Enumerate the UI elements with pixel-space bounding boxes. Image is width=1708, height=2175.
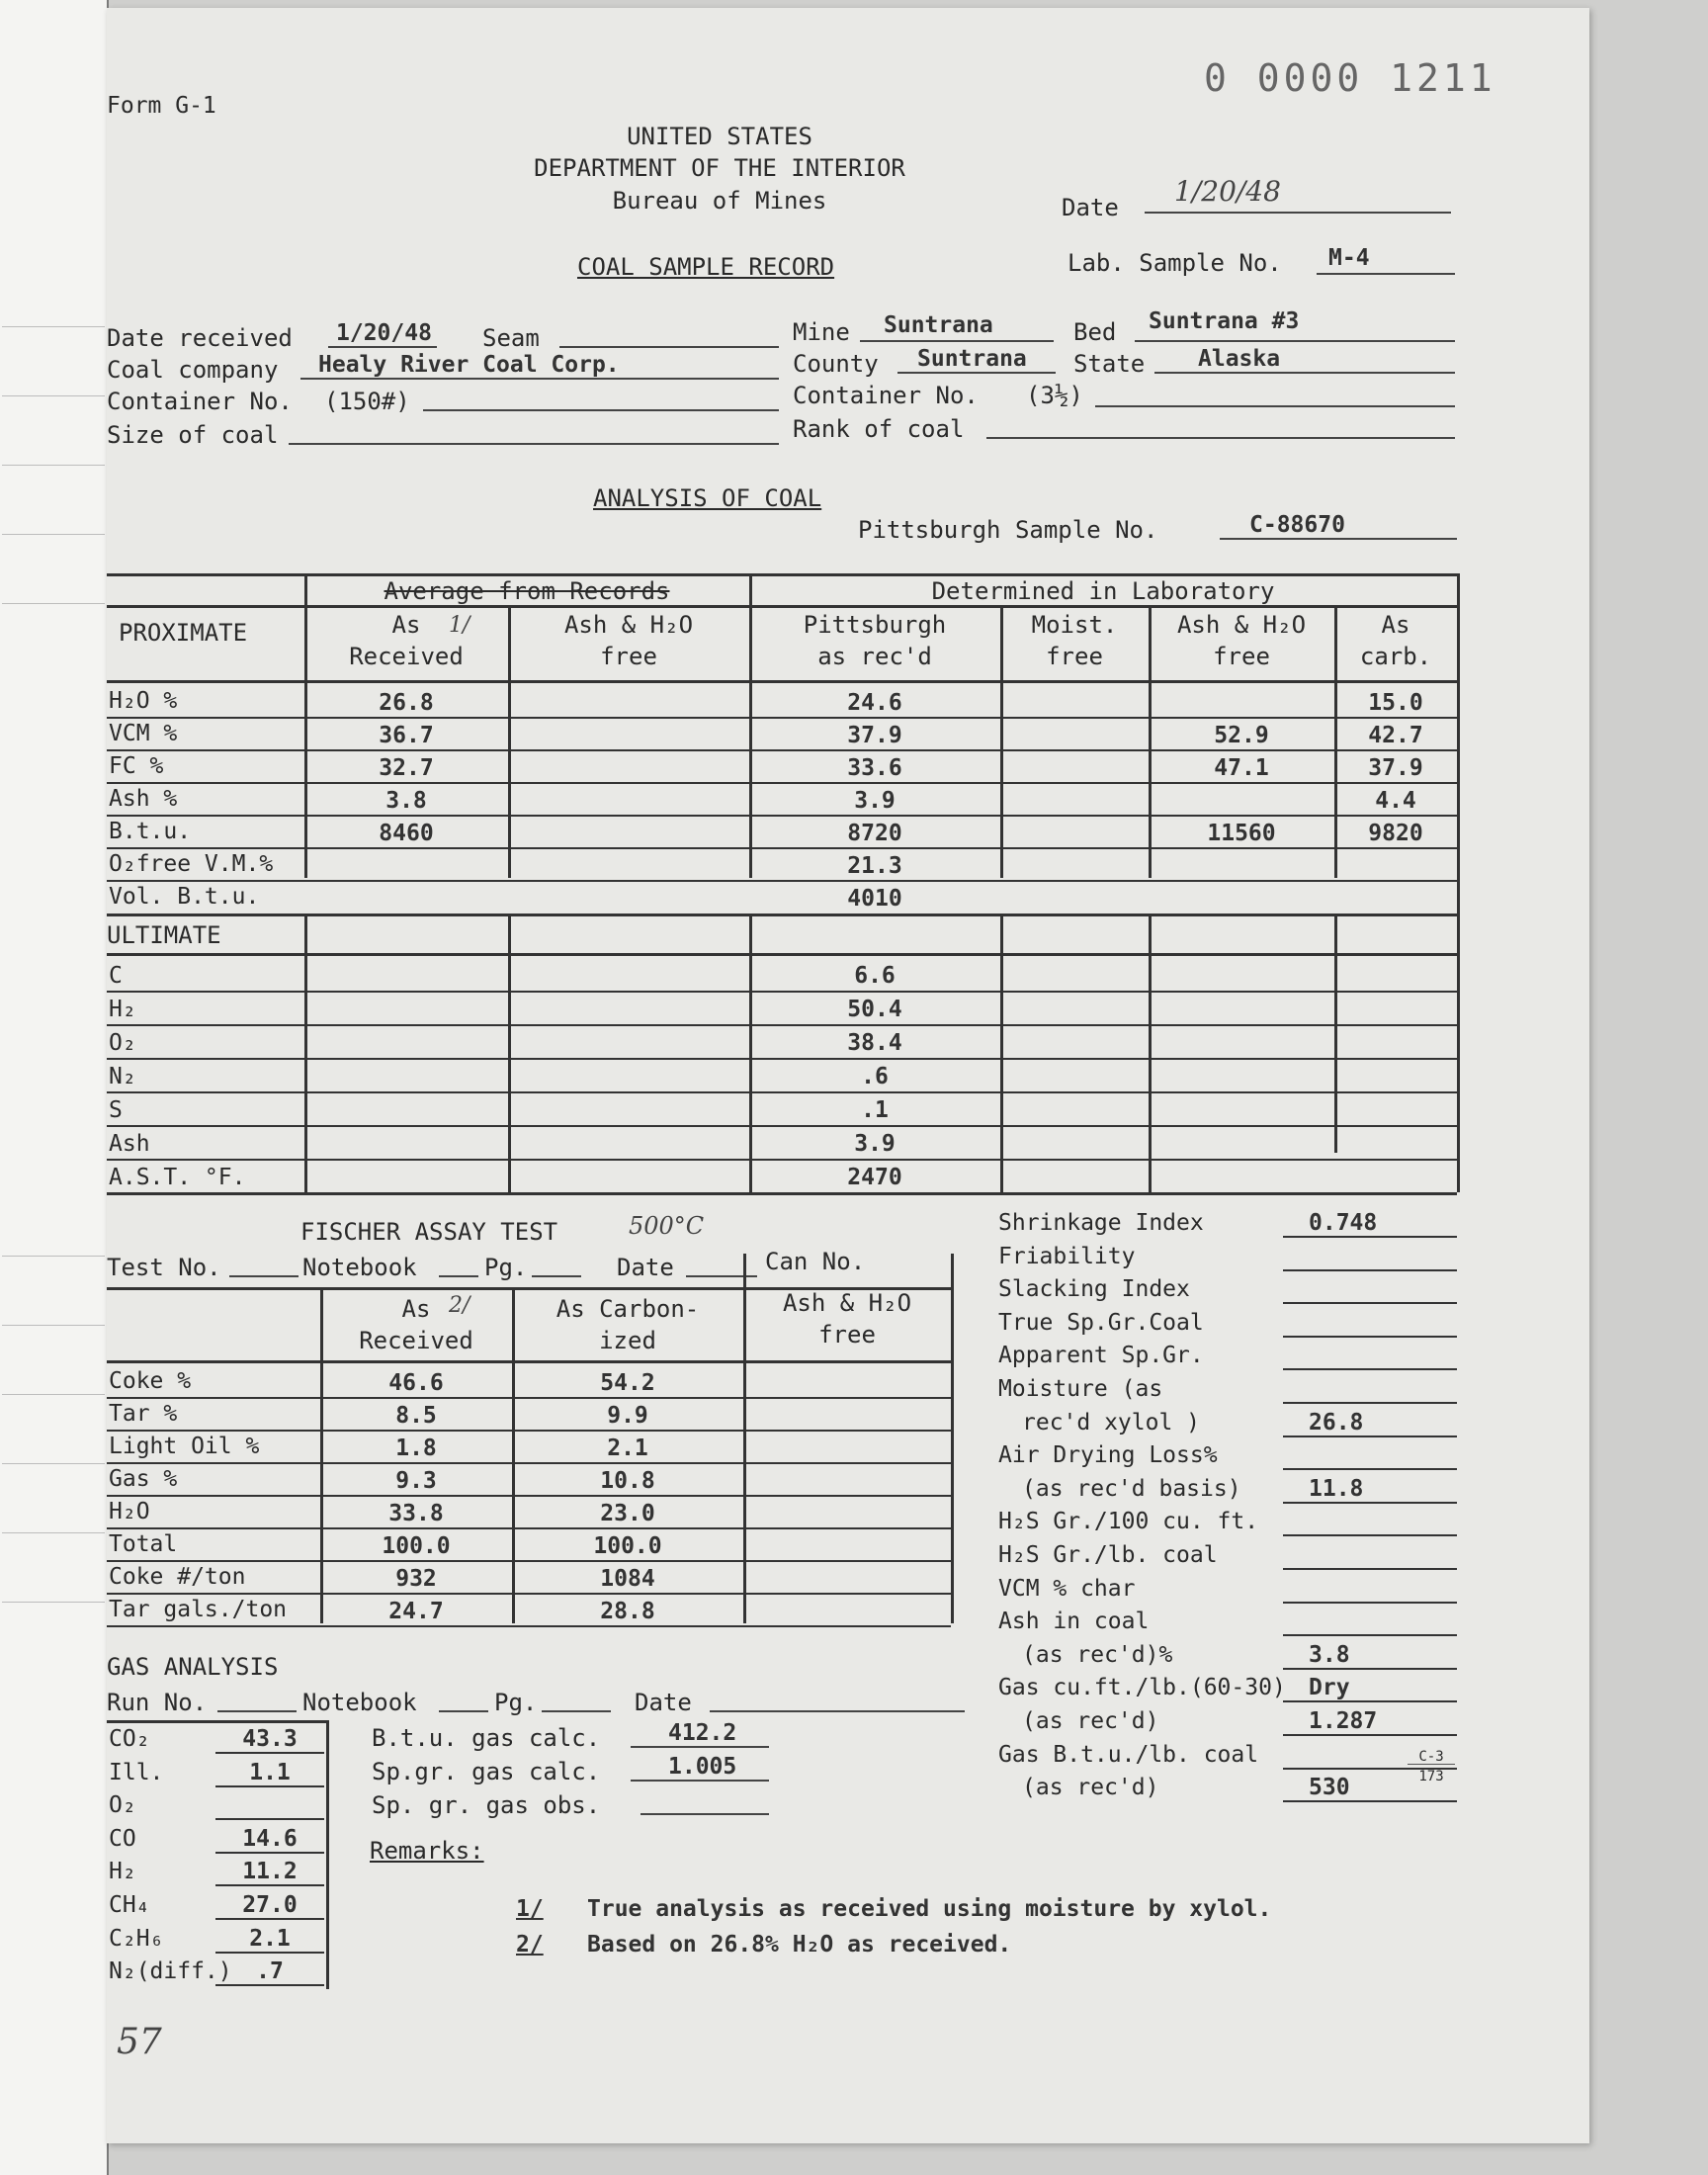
date-label: Date bbox=[1062, 194, 1119, 221]
proximate-row-label: FC % bbox=[109, 753, 164, 779]
gas-component-label: CO bbox=[109, 1826, 136, 1852]
pittsburgh-sample-value: C-88670 bbox=[1249, 512, 1345, 538]
lab-property-label: Gas B.t.u./lb. coal bbox=[998, 1742, 1259, 1768]
fischer-row-label: Tar gals./ton bbox=[109, 1597, 288, 1622]
lab-property-label: H₂S Gr./lb. coal bbox=[998, 1542, 1218, 1568]
proximate-ash-h2o-free-lab: 47.1 bbox=[1214, 755, 1269, 781]
lab-sample-label: Lab. Sample No. bbox=[1068, 249, 1282, 277]
fischer-col-rec-line2: Received bbox=[359, 1327, 473, 1354]
fischer-as-carbonized: 1084 bbox=[600, 1566, 655, 1592]
proximate-row-label: O₂free V.M.% bbox=[109, 851, 274, 877]
gas-component-value: 1.1 bbox=[249, 1760, 291, 1785]
proximate-row-label: Ash % bbox=[109, 786, 178, 812]
proximate-pittsburgh: 21.3 bbox=[847, 853, 902, 879]
state-label: State bbox=[1073, 350, 1146, 378]
proximate-pittsburgh: 37.9 bbox=[847, 723, 902, 748]
date-value: 1/20/48 bbox=[1174, 175, 1281, 208]
coal-sample-record-form bbox=[107, 8, 1589, 2143]
lab-property-value: 11.8 bbox=[1309, 1476, 1364, 1502]
fischer-date-label: Date bbox=[617, 1254, 674, 1281]
ultimate-row-label: Ash bbox=[109, 1131, 150, 1157]
col-pittsburgh-line2: as rec'd bbox=[817, 643, 932, 670]
gas-component-value: 11.2 bbox=[242, 1859, 298, 1884]
pittsburgh-sample-label: Pittsburgh Sample No. bbox=[858, 516, 1158, 544]
rank-of-coal-label: Rank of coal bbox=[793, 415, 965, 443]
lab-property-value: 0.748 bbox=[1309, 1210, 1378, 1236]
proximate-as-received: 36.7 bbox=[379, 723, 434, 748]
fischer-row-label: Tar % bbox=[109, 1401, 178, 1427]
ultimate-row-label: H₂ bbox=[109, 997, 136, 1022]
ultimate-pittsburgh: 2470 bbox=[847, 1165, 902, 1190]
col-proximate: PROXIMATE bbox=[119, 619, 248, 647]
lab-property-label: Air Drying Loss% bbox=[998, 1442, 1218, 1468]
col-ash-h2o-free-lab-line1: Ash & H₂O bbox=[1176, 611, 1307, 639]
proximate-pittsburgh: 33.6 bbox=[847, 755, 902, 781]
container-no-right-value: (3½) bbox=[1026, 382, 1083, 409]
fischer-as-carbonized: 28.8 bbox=[600, 1599, 655, 1624]
lab-property-value: 530 bbox=[1309, 1775, 1350, 1800]
spgr-gas-obs-label: Sp. gr. gas obs. bbox=[372, 1791, 601, 1819]
gas-title: GAS ANALYSIS bbox=[107, 1653, 279, 1681]
gas-component-label: CH₄ bbox=[109, 1892, 150, 1918]
document-stamp-number: 0 0000 1211 bbox=[1204, 56, 1496, 100]
proximate-ash-h2o-free-lab: 11560 bbox=[1207, 821, 1276, 846]
corner-code-top: C-3 bbox=[1408, 1750, 1455, 1765]
lab-property-label: Friability bbox=[998, 1244, 1136, 1269]
county-value: Suntrana bbox=[917, 346, 1027, 372]
fischer-col-rec-line1: As bbox=[401, 1295, 431, 1323]
lab-property-label: (as rec'd) bbox=[1022, 1708, 1159, 1734]
lab-property-value: 1.287 bbox=[1309, 1708, 1378, 1734]
fischer-as-received: 24.7 bbox=[388, 1599, 444, 1624]
col-pittsburgh-line1: Pittsburgh bbox=[803, 611, 947, 639]
fischer-row-label: Coke % bbox=[109, 1368, 192, 1394]
ultimate-pittsburgh: .1 bbox=[861, 1097, 889, 1123]
container-no-right-label: Container No. bbox=[793, 382, 979, 409]
lab-property-label: Slacking Index bbox=[998, 1276, 1190, 1302]
ultimate-row-label: A.S.T. °F. bbox=[109, 1165, 246, 1190]
coal-company-label: Coal company bbox=[107, 356, 279, 384]
col-as-received-note: 1/ bbox=[449, 613, 470, 638]
record-title: COAL SAMPLE RECORD bbox=[577, 253, 835, 281]
col-ash-h2o-free-lab-line2: free bbox=[1213, 643, 1270, 670]
proximate-row-label: Vol. B.t.u. bbox=[109, 884, 260, 910]
proximate-pittsburgh: 3.9 bbox=[854, 788, 896, 814]
fischer-as-received: 8.5 bbox=[395, 1403, 437, 1429]
lab-property-label: Moisture (as bbox=[998, 1376, 1163, 1402]
lab-property-label: VCM % char bbox=[998, 1576, 1136, 1602]
fischer-row-label: Light Oil % bbox=[109, 1434, 260, 1459]
proximate-pittsburgh: 4010 bbox=[847, 886, 902, 912]
col-moist-free-line2: free bbox=[1046, 643, 1103, 670]
ultimate-pittsburgh: 38.4 bbox=[847, 1030, 902, 1056]
fischer-col-carb-line1: As Carbon- bbox=[555, 1295, 700, 1323]
proximate-pittsburgh: 24.6 bbox=[847, 690, 902, 716]
ultimate-pittsburgh: 3.9 bbox=[854, 1131, 896, 1157]
fischer-col-ahf-line2: free bbox=[818, 1321, 876, 1348]
lab-property-value: 3.8 bbox=[1309, 1642, 1350, 1668]
ultimate-row-label: C bbox=[109, 963, 123, 989]
date-received-label: Date received bbox=[107, 324, 293, 352]
lab-property-label: Apparent Sp.Gr. bbox=[998, 1343, 1204, 1368]
lab-property-value: 26.8 bbox=[1309, 1410, 1364, 1436]
gas-pg-label: Pg. bbox=[494, 1689, 538, 1716]
spgr-gas-calc-value: 1.005 bbox=[668, 1754, 737, 1780]
remark-1-text: True analysis as received using moisture by xylol. bbox=[587, 1896, 1272, 1922]
seam-label: Seam bbox=[482, 324, 540, 352]
gas-component-value: 14.6 bbox=[242, 1826, 298, 1852]
lab-property-value: Dry bbox=[1309, 1675, 1350, 1700]
proximate-as-received: 3.8 bbox=[385, 788, 427, 814]
fischer-as-carbonized: 2.1 bbox=[607, 1436, 648, 1461]
gas-component-value: 27.0 bbox=[242, 1892, 298, 1918]
underlying-page-edge bbox=[0, 0, 109, 2175]
remark-1-mark: 1/ bbox=[516, 1896, 544, 1922]
analysis-title: ANALYSIS OF COAL bbox=[593, 484, 822, 512]
fischer-as-received: 46.6 bbox=[388, 1370, 444, 1396]
bed-value: Suntrana #3 bbox=[1149, 308, 1300, 334]
fischer-as-carbonized: 23.0 bbox=[600, 1501, 655, 1526]
header-line-2: DEPARTMENT OF THE INTERIOR bbox=[534, 154, 905, 182]
proximate-as-carb: 37.9 bbox=[1368, 755, 1423, 781]
header-line-1: UNITED STATES bbox=[627, 123, 812, 150]
fischer-col-carb-line2: ized bbox=[599, 1327, 656, 1354]
mine-value: Suntrana bbox=[884, 312, 993, 338]
proximate-as-received: 32.7 bbox=[379, 755, 434, 781]
lab-sample-value: M-4 bbox=[1328, 245, 1370, 271]
bed-label: Bed bbox=[1073, 318, 1117, 346]
gas-component-label: Ill. bbox=[109, 1760, 164, 1785]
fischer-as-received: 1.8 bbox=[395, 1436, 437, 1461]
fischer-as-carbonized: 10.8 bbox=[600, 1468, 655, 1494]
fischer-as-received: 932 bbox=[395, 1566, 437, 1592]
ultimate-label: ULTIMATE bbox=[107, 921, 221, 949]
col-as-carb-line2: carb. bbox=[1359, 643, 1432, 670]
proximate-as-received: 8460 bbox=[379, 821, 434, 846]
col-as-carb-line1: As bbox=[1381, 611, 1410, 639]
gas-component-value: 43.3 bbox=[242, 1726, 298, 1752]
lab-property-label: Shrinkage Index bbox=[998, 1210, 1204, 1236]
fischer-as-carbonized: 9.9 bbox=[607, 1403, 648, 1429]
fischer-title: FISCHER ASSAY TEST bbox=[300, 1218, 558, 1246]
form-id: Form G-1 bbox=[107, 93, 216, 119]
btu-gas-calc-label: B.t.u. gas calc. bbox=[372, 1724, 601, 1752]
lab-property-label: (as rec'd) bbox=[1022, 1775, 1159, 1800]
lab-property-label: rec'd xylol ) bbox=[1022, 1410, 1201, 1436]
gas-notebook-label: Notebook bbox=[302, 1689, 417, 1716]
container-no-left-value: (150#) bbox=[324, 388, 410, 415]
state-value: Alaska bbox=[1198, 346, 1281, 372]
ultimate-pittsburgh: 50.4 bbox=[847, 997, 902, 1022]
fischer-can-no-label: Can No. bbox=[765, 1248, 866, 1275]
gas-run-no-label: Run No. bbox=[107, 1689, 208, 1716]
gas-component-label: C₂H₆ bbox=[109, 1926, 164, 1952]
gas-component-label: H₂ bbox=[109, 1859, 136, 1884]
fischer-col-rec-note: 2/ bbox=[449, 1293, 470, 1318]
mine-label: Mine bbox=[793, 318, 850, 346]
fischer-row-label: Coke #/ton bbox=[109, 1564, 246, 1590]
group-determined-in-laboratory: Determined in Laboratory bbox=[931, 577, 1275, 605]
fischer-as-received: 33.8 bbox=[388, 1501, 444, 1526]
fischer-as-carbonized: 100.0 bbox=[593, 1533, 662, 1559]
ultimate-row-label: N₂ bbox=[109, 1064, 136, 1089]
lab-property-label: True Sp.Gr.Coal bbox=[998, 1310, 1204, 1336]
proximate-as-received: 26.8 bbox=[379, 690, 434, 716]
fischer-row-label: H₂O bbox=[109, 1499, 150, 1524]
lab-property-label: Ash in coal bbox=[998, 1609, 1150, 1634]
proximate-as-carb: 42.7 bbox=[1368, 723, 1423, 748]
corner-code-bottom: 173 bbox=[1418, 1769, 1444, 1784]
fischer-col-ahf-line1: Ash & H₂O bbox=[782, 1289, 912, 1317]
coal-company-value: Healy River Coal Corp. bbox=[318, 352, 620, 378]
ultimate-pittsburgh: .6 bbox=[861, 1064, 889, 1089]
remark-2-mark: 2/ bbox=[516, 1932, 544, 1958]
remarks-label: Remarks: bbox=[370, 1837, 484, 1865]
fischer-as-received: 9.3 bbox=[395, 1468, 437, 1494]
fischer-row-label: Total bbox=[109, 1531, 178, 1557]
proximate-as-carb: 4.4 bbox=[1375, 788, 1416, 814]
btu-gas-calc-value: 412.2 bbox=[668, 1720, 737, 1746]
proximate-as-carb: 15.0 bbox=[1368, 690, 1423, 716]
date-received-value: 1/20/48 bbox=[336, 320, 432, 346]
fischer-as-received: 100.0 bbox=[382, 1533, 451, 1559]
proximate-row-label: H₂O % bbox=[109, 688, 178, 714]
proximate-pittsburgh: 8720 bbox=[847, 821, 902, 846]
gas-component-label: O₂ bbox=[109, 1792, 136, 1818]
fischer-pg-label: Pg. bbox=[484, 1254, 528, 1281]
proximate-row-label: B.t.u. bbox=[109, 819, 192, 844]
proximate-row-label: VCM % bbox=[109, 721, 178, 746]
col-as-received-line1: As bbox=[391, 611, 421, 639]
ultimate-row-label: O₂ bbox=[109, 1030, 136, 1056]
lab-property-label: (as rec'd)% bbox=[1022, 1642, 1173, 1668]
gas-component-label: N₂(diff.) bbox=[109, 1958, 232, 1984]
header-line-3: Bureau of Mines bbox=[612, 187, 827, 215]
fischer-row-label: Gas % bbox=[109, 1466, 178, 1492]
remark-2-text: Based on 26.8% H₂O as received. bbox=[587, 1932, 1012, 1958]
gas-date-label: Date bbox=[635, 1689, 692, 1716]
col-as-received-line2: Received bbox=[349, 643, 464, 670]
gas-component-value: 2.1 bbox=[249, 1926, 291, 1952]
lab-property-label: H₂S Gr./100 cu. ft. bbox=[998, 1509, 1259, 1534]
spgr-gas-calc-label: Sp.gr. gas calc. bbox=[372, 1758, 601, 1785]
gas-component-value: .7 bbox=[256, 1958, 284, 1984]
lab-property-label: (as rec'd basis) bbox=[1022, 1476, 1241, 1502]
proximate-ash-h2o-free-lab: 52.9 bbox=[1214, 723, 1269, 748]
handwritten-page-number: 57 bbox=[117, 2022, 162, 2062]
lab-property-label: Gas cu.ft./lb.(60-30) bbox=[998, 1675, 1286, 1700]
col-moist-free-line1: Moist. bbox=[1031, 611, 1118, 639]
group-average-from-records: Average from Records bbox=[384, 577, 670, 605]
fischer-test-no-label: Test No. bbox=[107, 1254, 221, 1281]
fischer-notebook-label: Notebook bbox=[302, 1254, 417, 1281]
ultimate-row-label: S bbox=[109, 1097, 123, 1123]
col-ash-h2o-free-records-line2: free bbox=[600, 643, 657, 670]
proximate-as-carb: 9820 bbox=[1368, 821, 1423, 846]
ultimate-pittsburgh: 6.6 bbox=[854, 963, 896, 989]
container-no-left-label: Container No. bbox=[107, 388, 293, 415]
gas-component-label: CO₂ bbox=[109, 1726, 150, 1752]
fischer-temp: 500°C bbox=[629, 1212, 705, 1240]
fischer-as-carbonized: 54.2 bbox=[600, 1370, 655, 1396]
county-label: County bbox=[793, 350, 879, 378]
col-ash-h2o-free-records-line1: Ash & H₂O bbox=[563, 611, 694, 639]
size-of-coal-label: Size of coal bbox=[107, 421, 279, 449]
